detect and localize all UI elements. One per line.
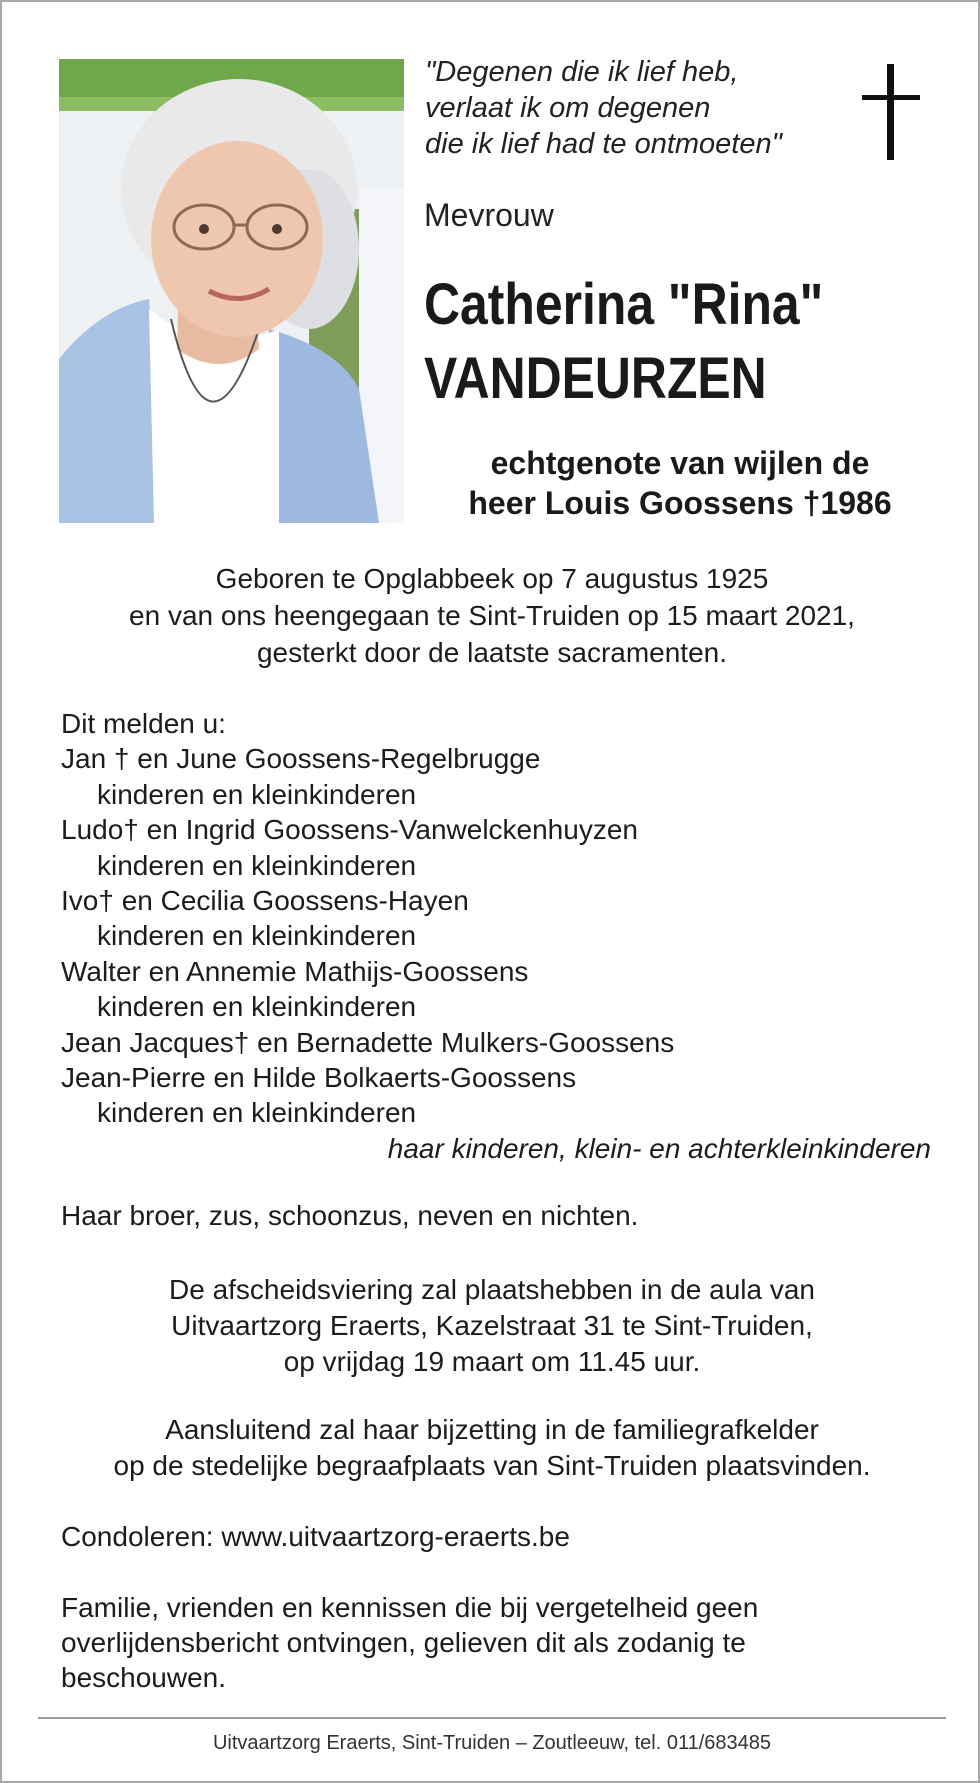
family-member: Walter en Annemie Mathijs-Goossens <box>61 955 529 987</box>
quote-line: "Degenen die ik lief heb, <box>425 56 739 88</box>
family-member: Jean-Pierre en Hilde Bolkaerts-Goossens <box>61 1062 577 1094</box>
footer-divider <box>38 1717 946 1719</box>
life-dates <box>42 560 942 671</box>
life-dates-line: Geboren te Opglabbeek op 7 augustus 1925 <box>215 563 769 594</box>
salutation: Mevrouw <box>424 197 554 233</box>
family-descendants: kinderen en kleinkinderen <box>97 778 417 810</box>
spouse-line: echtgenote van wijlen de <box>490 445 870 481</box>
funeral-home-footer: Uitvaartzorg Eraerts, Sint-Truiden – Zoutleeuw, tel. 011/683485 <box>212 1732 772 1754</box>
condolence-link: Condoleren: www.uitvaartzorg-eraerts.be <box>61 1521 570 1552</box>
last-name: VANDEURZEN <box>424 346 767 411</box>
first-name: Catherina "Rina" <box>424 272 824 337</box>
notice-line: overlijdensbericht ontvingen, gelieven dit als zodanig te <box>61 1627 746 1658</box>
burial-info <box>42 1412 942 1484</box>
ceremony-info <box>42 1272 942 1380</box>
spouse-info <box>410 443 950 523</box>
ceremony-line: Uitvaartzorg Eraerts, Kazelstraat 31 te Sint-Truiden, <box>171 1310 813 1341</box>
family-member: Jean Jacques† en Bernadette Mulkers-Goossens <box>61 1026 675 1058</box>
family-descendants: kinderen en kleinkinderen <box>97 920 417 952</box>
cross-icon <box>862 64 920 160</box>
ceremony-line: De afscheidsviering zal plaatshebben in de aula van <box>169 1274 815 1305</box>
quote-line: die ik lief had te ontmoeten" <box>425 128 782 160</box>
life-dates-line: gesterkt door de laatste sacramenten. <box>256 637 728 668</box>
notice-text <box>61 1590 861 1695</box>
family-summary: haar kinderen, klein- en achterkleinkinderen <box>387 1132 931 1164</box>
spouse-line: heer Louis Goossens †1986 <box>468 485 892 521</box>
family-descendants: kinderen en kleinkinderen <box>97 991 417 1023</box>
notice-line: beschouwen. <box>61 1662 227 1693</box>
burial-line: Aansluitend zal haar bijzetting in de familiegrafkelder <box>165 1414 819 1445</box>
family-member: Ludo† en Ingrid Goossens-Vanwelckenhuyzen <box>61 814 638 846</box>
deceased-name <box>424 268 871 416</box>
burial-line: op de stedelijke begraafplaats van Sint-Truiden plaatsvinden. <box>113 1450 871 1481</box>
notice-line: Familie, vrienden en kennissen die bij vergetelheid geen <box>61 1592 759 1623</box>
ceremony-line: op vrijdag 19 maart om 11.45 uur. <box>283 1346 701 1377</box>
family-intro: Dit melden u: <box>61 708 226 739</box>
family-list <box>61 706 931 1166</box>
family-descendants: kinderen en kleinkinderen <box>97 849 417 881</box>
family-member: Ivo† en Cecilia Goossens-Hayen <box>61 885 469 917</box>
family-descendants: kinderen en kleinkinderen <box>97 1097 417 1129</box>
epigraph-quote <box>425 54 805 162</box>
quote-line: verlaat ik om degenen <box>425 92 711 124</box>
relatives-line: Haar broer, zus, schoonzus, neven en nichten. <box>61 1200 639 1231</box>
portrait-photo <box>59 59 404 523</box>
life-dates-line: en van ons heengegaan te Sint-Truiden op 15 maart 2021, <box>129 600 855 631</box>
family-member: Jan † en June Goossens-Regelbrugge <box>61 743 541 775</box>
